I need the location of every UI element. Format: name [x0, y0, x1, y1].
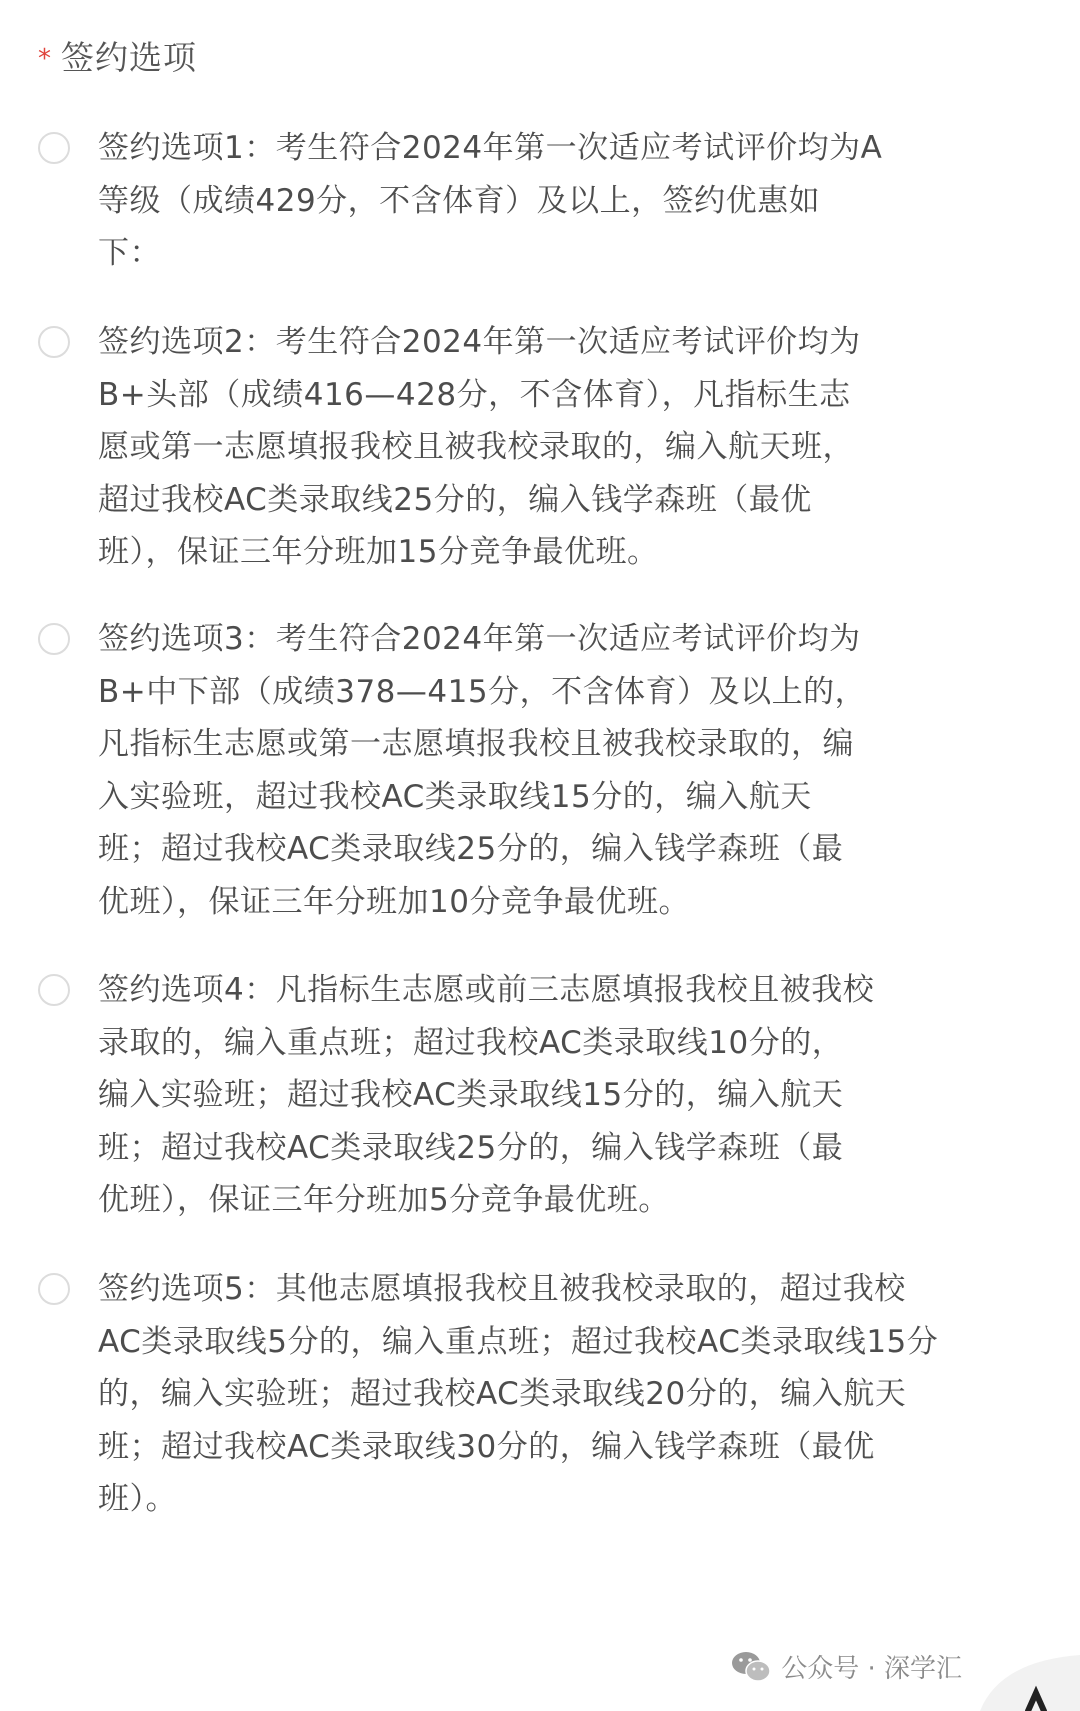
option-line: 优班），保证三年分班加5分竞争最优班。: [98, 1182, 670, 1218]
option-line: 编入实验班；超过我校AC类录取线15分的，编入航天: [98, 1077, 844, 1113]
option-4-radio[interactable]: [38, 974, 70, 1006]
question-header: [38, 32, 197, 79]
option-3-text[interactable]: [98, 613, 866, 928]
option-line: 入实验班，超过我校AC类录取线15分的，编入航天: [98, 778, 812, 815]
option-3[interactable]: [38, 613, 866, 928]
option-line: 超过我校AC类录取线25分的，编入钱学森班（最优: [98, 481, 812, 518]
option-line: 下：: [98, 235, 161, 271]
option-line: 班；超过我校AC类录取线30分的，编入钱学森班（最优: [98, 1428, 875, 1465]
option-line: 的，编入实验班；超过我校AC类录取线20分的，编入航天: [98, 1376, 907, 1412]
option-2[interactable]: [38, 316, 861, 579]
option-line: 班）。: [98, 1481, 177, 1517]
option-line: 班；超过我校AC类录取线25分的，编入钱学森班（最: [98, 1129, 844, 1166]
option-1-text[interactable]: [98, 122, 882, 280]
option-line: 凡指标生志愿或第一志愿填报我校且被我校录取的，编: [98, 726, 854, 762]
option-5-text[interactable]: [98, 1263, 938, 1526]
wechat-icon: [731, 1650, 771, 1684]
option-line: 班），保证三年分班加15分竞争最优班。: [98, 534, 659, 570]
option-1[interactable]: [38, 122, 882, 280]
required-mark: *: [38, 43, 51, 74]
option-5[interactable]: [38, 1263, 938, 1526]
corner-decoration: [940, 1651, 1080, 1711]
option-line: AC类录取线5分的，编入重点班；超过我校AC类录取线15分: [98, 1323, 939, 1360]
option-5-radio[interactable]: [38, 1273, 70, 1305]
option-4[interactable]: [38, 964, 874, 1227]
option-line: 等级（成绩429分，不含体育）及以上，签约优惠如: [98, 182, 821, 219]
option-line: 签约选项1：考生符合2024年第一次适应考试评价均为A: [98, 130, 883, 166]
watermark: [731, 1648, 962, 1685]
option-line: 班；超过我校AC类录取线25分的，编入钱学森班（最: [98, 831, 844, 867]
option-line: 签约选项5：其他志愿填报我校且被我校录取的，超过我校: [98, 1271, 906, 1307]
watermark-text: 公众号 · 深学汇: [781, 1654, 962, 1684]
option-line: 录取的，编入重点班；超过我校AC类录取线10分的，: [98, 1024, 844, 1061]
option-line: B+头部（成绩416—428分，不含体育），凡指标生志: [98, 376, 851, 413]
option-line: 签约选项2：考生符合2024年第一次适应考试评价均为: [98, 324, 861, 360]
option-1-radio[interactable]: [38, 132, 70, 164]
option-line: B+中下部（成绩378—415分，不含体育）及以上的，: [98, 673, 867, 710]
option-line: 优班），保证三年分班加10分竞争最优班。: [98, 883, 690, 920]
question-title: 签约选项: [61, 38, 197, 77]
option-line: 签约选项4：凡指标生志愿或前三志愿填报我校且被我校: [98, 972, 875, 1008]
option-3-radio[interactable]: [38, 623, 70, 655]
option-line: 签约选项3：考生符合2024年第一次适应考试评价均为: [98, 621, 861, 657]
option-line: 愿或第一志愿填报我校且被我校录取的，编入航天班，: [98, 429, 854, 465]
option-4-text[interactable]: [98, 964, 874, 1227]
option-2-text[interactable]: [98, 316, 861, 579]
option-2-radio[interactable]: [38, 326, 70, 358]
